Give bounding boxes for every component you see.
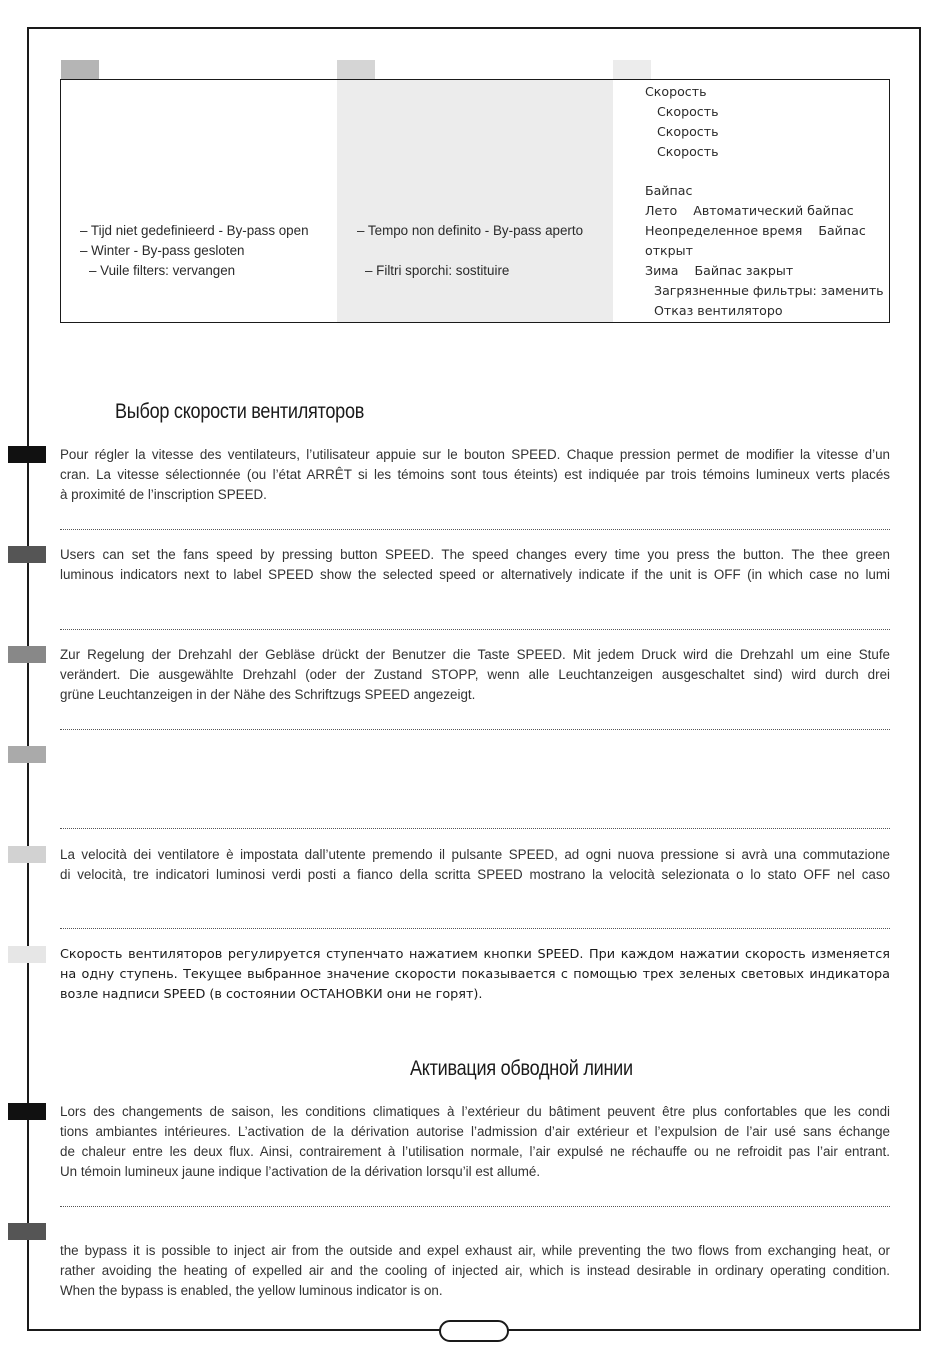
table-cell: Байпас [645,183,693,198]
language-marker-en [8,1223,46,1240]
table-cell: – Tijd niet gedefinieerd - By-pass open [80,223,309,238]
text-line: cran. La vitesse sélectionnée (ou l’état ARRÊT si les témoins sont tous éteints) est indiquée par trois témoins lumineux verts placés [60,467,890,482]
text-line: à proximité de l’inscription SPEED. [60,487,267,502]
language-marker-ru [8,946,46,963]
language-marker-de [8,646,46,663]
text-line: Скорость вентиляторов регулируется ступенчато нажатием кнопки SPEED. При каждом нажатии скорость изменяется [60,947,890,962]
divider [60,729,890,730]
language-marker-en [8,546,46,563]
section-heading-speed: Выбор скорости вентиляторов [115,400,365,423]
divider [60,529,890,530]
text-line: Lors des changements de saison, les conditions climatiques à l’extérieur du bâtiment peuvent être plus confortables que les condi [60,1104,890,1119]
text-line: на одну ступень. Текущее выбранное значение скорости показывается с помощью трех зеленых световых индикатора [60,967,890,982]
table-cell: открыт [645,243,693,258]
text-line: tions ambiantes intérieures. L’activation de la dérivation autorise l’admission d’air extérieur et l’expulsion de l’air usé sans échange [60,1124,890,1139]
table-cell: Скорость [657,104,719,119]
paragraph-bypass-fr [60,1102,890,1182]
table-cell: Отказ вентиляторо [654,303,783,318]
paragraph-speed-de [60,645,890,705]
text-line: When the bypass is enabled, the yellow luminous indicator is on. [60,1283,443,1298]
paragraph-speed-it [60,845,890,885]
table-cell: Скорость [645,84,707,99]
table-column-nl [61,80,337,322]
text-line: verändert. Die ausgewählte Drehzahl (oder der Zustand STOPP, wenn alle Leuchtanzeigen ausgeschaltet sind) wird durch drei [60,667,890,682]
paragraph-speed-fr [60,445,890,505]
text-line: Pour régler la vitesse des ventilateurs, l’utilisateur appuie sur le bouton SPEED. Chaque pression permet de modifier la vitesse d’un [60,447,890,462]
table-cell: Скорость [657,124,719,139]
table-column-ru [613,80,889,322]
text-line: the bypass it is possible to inject air from the outside and expel exhaust air, while preventing the two flows from exchanging heat, or [60,1243,890,1258]
language-marker-empty [8,746,46,763]
table-cell: Неопределенное время Байпас [645,223,866,238]
text-line: luminous indicators next to label SPEED show the selected speed or alternatively indicate if the unit is OFF (in which case no lumi [60,567,890,582]
language-marker-fr [8,446,46,463]
paragraph-speed-en [60,545,890,585]
column-tab-3 [613,60,651,79]
page-number-tab [439,1320,509,1342]
text-line: возле надписи SPEED (в состоянии ОСТАНОВКИ они не горят). [60,987,483,1002]
text-line: Un témoin lumineux jaune indique l’activation de la dérivation lorsqu’il est allumé. [60,1164,541,1179]
paragraph-speed-ru [60,945,890,1005]
section-heading-bypass: Активация обводной линии [410,1057,633,1080]
table-cell: Лето Автоматический байпас [645,203,854,218]
language-marker-fr [8,1103,46,1120]
text-line: de chaleur entre les deux flux. Ainsi, contrairement à l’utilisation normale, l’air expulsé ne réchauffe ou ne refroidit pas l’air entrant. [60,1144,890,1159]
column-tab-2 [337,60,375,79]
text-line: di velocità, tre indicatori luminosi verdi posti a fianco della scritta SPEED mostrano la velocità selezionata o lo stato OFF nel caso [60,867,890,882]
table-cell: Скорость [657,144,719,159]
column-tab-1 [61,60,99,79]
divider [60,828,890,829]
text-line: Users can set the fans speed by pressing button SPEED. The speed changes every time you press the button. The thee green [60,547,890,562]
divider [60,928,890,929]
text-line: Zur Regelung der Drehzahl der Gebläse drückt der Benutzer die Taste SPEED. Mit jedem Druck wird die Drehzahl um eine Stufe [60,647,890,662]
table-cell: – Vuile filters: vervangen [89,263,236,278]
text-line: rather avoiding the heating of expelled air and the cooling of injected air, which is instead desirable in ordinary operating condition. [60,1263,890,1278]
table-cell: – Filtri sporchi: sostituire [365,263,510,278]
table-cell: Загрязненные фильтры: заменить [654,283,884,298]
language-marker-it [8,846,46,863]
divider [60,629,890,630]
text-line: grüne Leuchtanzeigen in der Nähe des Schriftzugs SPEED angezeigt. [60,687,476,702]
table-column-it [337,80,613,322]
status-table [60,79,890,323]
table-cell: Зима Байпас закрыт [645,263,794,278]
table-cell: – Tempo non definito - By-pass aperto [357,223,584,238]
divider [60,1206,890,1207]
paragraph-bypass-en [60,1241,890,1301]
table-cell: – Winter - By-pass gesloten [80,243,245,258]
text-line: La velocità dei ventilatore è impostata dall’utente premendo il pulsante SPEED, ad ogni nuova pressione si avrà una commutazione [60,847,890,862]
